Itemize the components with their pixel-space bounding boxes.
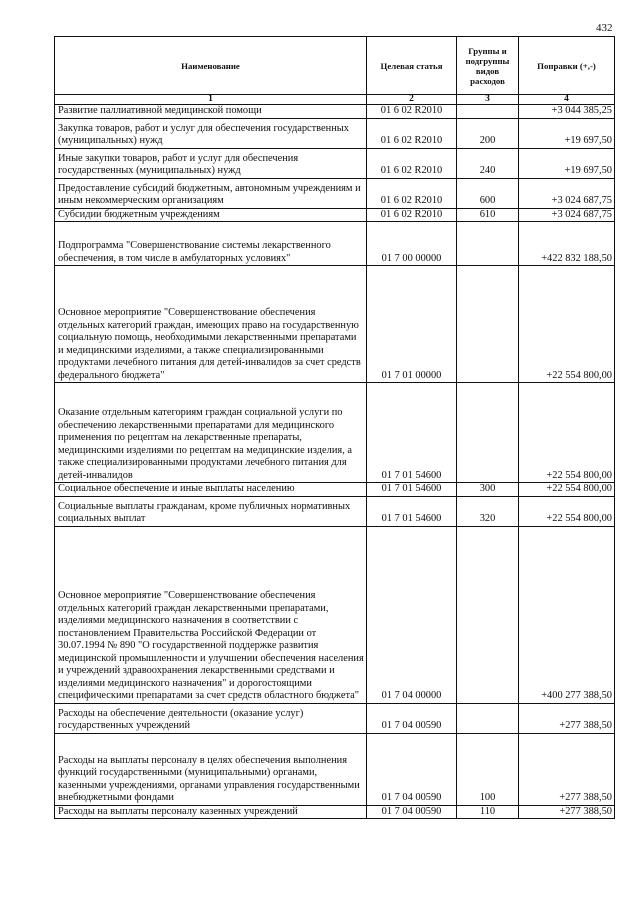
row-name: Предоставление субсидий бюджетным, автономным учреждениям и иным некоммерческим организациям [55,178,367,208]
table-row [55,526,615,703]
table-row [55,266,615,383]
row-group [457,105,519,119]
column-number-row [55,95,615,105]
row-group [457,383,519,483]
table-row [55,733,615,805]
row-group: 600 [457,178,519,208]
row-group: 100 [457,733,519,805]
row-amount: +400 277 388,50 [519,526,615,703]
table-row [55,222,615,266]
row-name: Оказание отдельным категориям граждан социальной услуги по обеспечению лекарственными препаратами для медицинского применения по рецептам на лекарственные препараты, медицинскими изделиями по рецептам на медицинские изделия, а также специализированными продуктами лечебного питания для детей-инвалидов [55,383,367,483]
row-group: 610 [457,208,519,222]
row-name: Расходы на выплаты персоналу казенных учреждений [55,805,367,819]
header-groups: Группы и подгруппы видов расходов [457,37,519,95]
row-name: Иные закупки товаров, работ и услуг для обеспечения государственных (муниципальных) нужд [55,148,367,178]
table-row [55,496,615,526]
row-name: Социальные выплаты гражданам, кроме публичных нормативных социальных выплат [55,496,367,526]
row-amount: +277 388,50 [519,733,615,805]
row-group: 320 [457,496,519,526]
row-amount: +422 832 188,50 [519,222,615,266]
row-amount: +19 697,50 [519,118,615,148]
row-group [457,222,519,266]
row-group [457,526,519,703]
header-row [55,37,615,95]
row-group: 300 [457,483,519,497]
row-name: Расходы на обеспечение деятельности (оказание услуг) государственных учреждений [55,703,367,733]
row-amount: +3 024 687,75 [519,178,615,208]
row-amount: +3 024 687,75 [519,208,615,222]
column-number: 3 [457,95,519,105]
table-row [55,118,615,148]
row-name: Основное мероприятие "Совершенствование обеспечения отдельных категорий граждан, имеющих право на государственную социальную помощь, необходимыми лекарственными препаратами и медицинскими изделиями, а также специализированными продуктами лечебного питания для детей-инвалидов за счет средств федерального бюджета" [55,266,367,383]
row-target: 01 7 01 54600 [367,496,457,526]
row-group: 200 [457,118,519,148]
table-row [55,105,615,119]
budget-amendments-table [54,36,615,819]
row-target: 01 7 04 00000 [367,526,457,703]
table-row [55,483,615,497]
row-name: Закупка товаров, работ и услуг для обеспечения государственных (муниципальных) нужд [55,118,367,148]
table-row [55,148,615,178]
row-amount: +277 388,50 [519,703,615,733]
row-target: 01 7 01 00000 [367,266,457,383]
row-target: 01 7 04 00590 [367,805,457,819]
row-name: Подпрограмма "Совершенствование системы лекарственного обеспечения, в том числе в амбулаторных условиях" [55,222,367,266]
row-amount: +22 554 800,00 [519,483,615,497]
row-group: 110 [457,805,519,819]
row-name: Развитие паллиативной медицинской помощи [55,105,367,119]
column-number: 4 [519,95,615,105]
row-target: 01 6 02 R2010 [367,118,457,148]
row-group [457,266,519,383]
row-target: 01 6 02 R2010 [367,208,457,222]
row-target: 01 7 00 00000 [367,222,457,266]
row-group: 240 [457,148,519,178]
row-target: 01 7 01 54600 [367,483,457,497]
row-amount: +22 554 800,00 [519,496,615,526]
table-row [55,178,615,208]
row-name: Расходы на выплаты персоналу в целях обеспечения выполнения функций государственными (муниципальными) органами, казенными учреждениями, органами управления государственными внебюджетными фондами [55,733,367,805]
row-target: 01 7 01 54600 [367,383,457,483]
row-target: 01 6 02 R2010 [367,148,457,178]
table-row [55,805,615,819]
header-target: Целевая статья [367,37,457,95]
table-row [55,383,615,483]
row-amount: +19 697,50 [519,148,615,178]
row-target: 01 7 04 00590 [367,733,457,805]
page-number: 432 [596,22,613,34]
row-target: 01 6 02 R2010 [367,105,457,119]
row-amount: +22 554 800,00 [519,266,615,383]
table-row [55,703,615,733]
header-name: Наименование [55,37,367,95]
header-amendments: Поправки (+,-) [519,37,615,95]
table-row [55,208,615,222]
row-amount: +3 044 385,25 [519,105,615,119]
row-name: Социальное обеспечение и иные выплаты населению [55,483,367,497]
row-group [457,703,519,733]
row-amount: +22 554 800,00 [519,383,615,483]
row-name: Субсидии бюджетным учреждениям [55,208,367,222]
column-number: 1 [55,95,367,105]
row-target: 01 6 02 R2010 [367,178,457,208]
column-number: 2 [367,95,457,105]
row-name: Основное мероприятие "Совершенствование обеспечения отдельных категорий граждан лекарственными препаратами, изделиями медицинского назначения в соответствии с постановлением Правительства Российской Федерации от 30.07.1994 № 890 "О государственной поддержке развития медицинской промышленности и улучшении обеспечения населения и учреждений здравоохранения лекарственными средствами и изделиями медицинского назначения" и дорогостоящими специфическими препаратами за счет средств областного бюджета" [55,526,367,703]
row-target: 01 7 04 00590 [367,703,457,733]
row-amount: +277 388,50 [519,805,615,819]
